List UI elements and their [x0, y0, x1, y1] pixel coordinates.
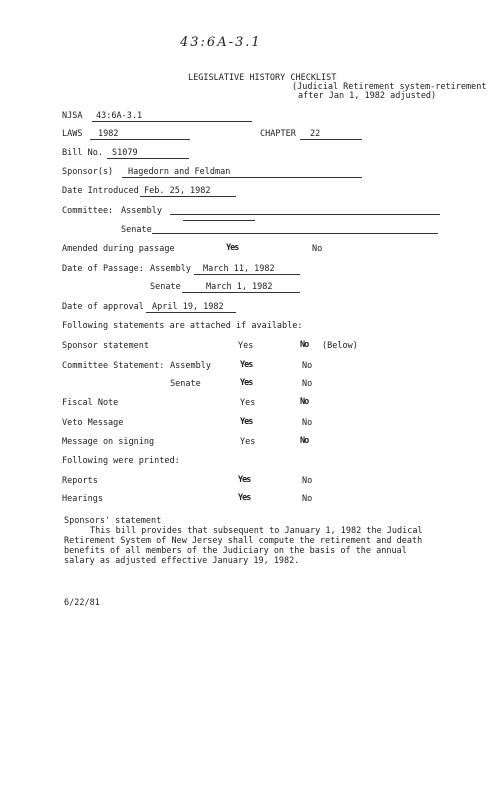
sponsors-label: Sponsor(s)	[62, 167, 114, 177]
attached-header: Following statements are attached if available:	[62, 321, 303, 331]
hearings-no: No	[302, 494, 313, 504]
passage-senate-label: Senate	[150, 282, 181, 292]
chapter-underline	[300, 139, 362, 140]
signing-message-yes: Yes	[240, 437, 256, 447]
document-subtitle-line1: (Judicial Retirement system-retirement	[292, 82, 487, 92]
hearings-label: Hearings	[62, 494, 103, 504]
sponsor-statement-no-struck: No	[300, 340, 309, 350]
reports-no: No	[302, 476, 313, 486]
passage-label: Date of Passage:	[62, 264, 144, 274]
njsa-underline	[92, 121, 252, 122]
passage-assembly-underline	[194, 274, 300, 275]
committee-assembly-underline-2	[183, 220, 255, 221]
committee-statement-label: Committee Statement:	[62, 361, 165, 371]
introduced-label: Date Introduced	[62, 186, 139, 196]
hearings-yes-struck: Yes	[238, 493, 251, 503]
committee-senate-underline	[152, 233, 438, 234]
laws-value: 1982	[98, 129, 119, 139]
approval-value: April 19, 1982	[152, 302, 224, 312]
njsa-label: NJSA	[62, 111, 83, 121]
committee-assembly-underline	[170, 214, 440, 215]
veto-message-label: Veto Message	[62, 418, 124, 428]
bill-label: Bill No.	[62, 148, 103, 158]
handwritten-reference: 43:6A-3.1	[180, 35, 262, 50]
fiscal-note-yes: Yes	[240, 398, 256, 408]
committee-assembly-label: Assembly	[121, 206, 162, 216]
amended-yes-struck: Yes	[226, 243, 239, 253]
statement-line-3: benefits of all members of the Judiciary on the basis of the annual	[64, 546, 407, 556]
bill-underline	[107, 158, 189, 159]
laws-label: LAWS	[62, 129, 83, 139]
fiscal-note-no-struck: No	[300, 397, 309, 407]
sponsor-statement-note: (Below)	[322, 341, 358, 351]
committee-statement-senate-yes-struck: Yes	[240, 378, 253, 388]
statement-line-1: This bill provides that subsequent to January 1, 1982 the Judical	[90, 526, 423, 536]
printed-header: Following were printed:	[62, 456, 180, 466]
sponsor-statement-label: Sponsor statement	[62, 341, 149, 351]
signing-message-no-struck: No	[300, 436, 309, 446]
laws-underline	[90, 139, 190, 140]
signing-message-label: Message on signing	[62, 437, 155, 447]
passage-senate-underline	[182, 292, 300, 293]
statement-line-2: Retirement System of New Jersey shall compute the retirement and death	[64, 536, 423, 546]
njsa-value: 43:6A-3.1	[96, 111, 143, 121]
reports-yes-struck: Yes	[238, 475, 251, 485]
approval-underline	[146, 312, 236, 313]
veto-message-no: No	[302, 418, 313, 428]
committee-statement-senate-label: Senate	[170, 379, 201, 389]
sponsors-underline	[122, 177, 362, 178]
committee-label: Committee:	[62, 206, 114, 216]
introduced-value: Feb. 25, 1982	[144, 186, 211, 196]
chapter-value: 22	[310, 129, 321, 139]
chapter-label: CHAPTER	[260, 129, 296, 139]
passage-senate-value: March 1, 1982	[206, 282, 273, 292]
amended-label: Amended during passage	[62, 244, 175, 254]
introduced-underline	[140, 196, 236, 197]
committee-statement-assembly-label: Assembly	[170, 361, 211, 371]
committee-statement-senate-no: No	[302, 379, 313, 389]
approval-label: Date of approval	[62, 302, 144, 312]
committee-statement-assembly-yes-struck: Yes	[240, 360, 253, 370]
amended-no: No	[312, 244, 323, 254]
document-subtitle-line2: after Jan 1, 1982 adjusted)	[298, 91, 437, 101]
committee-senate-label: Senate	[121, 225, 152, 235]
reports-label: Reports	[62, 476, 98, 486]
committee-statement-assembly-no: No	[302, 361, 313, 371]
statement-heading: Sponsors' statement	[64, 516, 162, 526]
sponsors-value: Hagedorn and Feldman	[128, 167, 231, 177]
bill-value: S1079	[112, 148, 138, 158]
document-title: LEGISLATIVE HISTORY CHECKLIST	[188, 73, 337, 83]
passage-assembly-value: March 11, 1982	[203, 264, 275, 274]
sponsor-statement-yes: Yes	[238, 341, 254, 351]
fiscal-note-label: Fiscal Note	[62, 398, 119, 408]
veto-message-yes-struck: Yes	[240, 417, 253, 427]
passage-assembly-label: Assembly	[150, 264, 191, 274]
footer-date: 6/22/81	[64, 598, 100, 608]
statement-line-4: salary as adjusted effective January 19, 1982.	[64, 556, 300, 566]
